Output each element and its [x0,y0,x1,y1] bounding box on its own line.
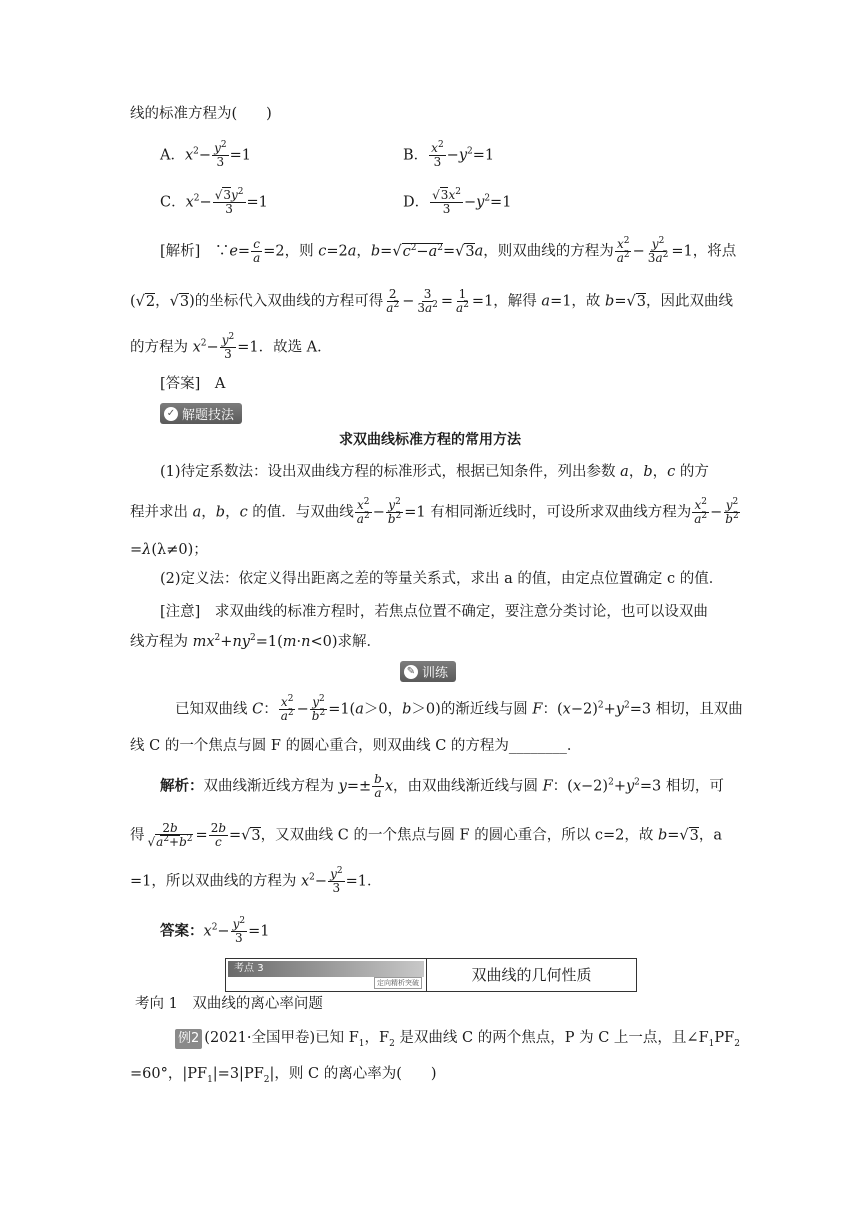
analysis-line-3: 的方程为 $x^2-$ $\frac{y^2}{3}$ =1．故选 A． [130,332,332,361]
solution-line-3: =1，所以双曲线的方程为 $x^2-$ $\frac{y^2}{3}$ =1． [130,866,382,895]
note-line-2: 线方程为 $mx^2+ny^2=1(m\cdot n<0)$求解． [130,633,381,650]
answer: [答案] A [160,376,226,392]
option-b[interactable]: B． $\frac{x^2}{3}$ $-y^2=1$ [403,140,495,169]
section-header [225,958,637,992]
option-a[interactable]: A．$x^2-$ $\frac{y^2}{3}$ =1 [160,140,251,169]
practice-line-1: 已知双曲线 C： $\frac{x^2}{a^2}$ − $\frac{y^2}{b^2}$ =1(a＞0，b＞0)的渐近线与圆 F：$(x-2)^2+y^2=3$ 相切，且双曲 [175,694,743,723]
solution-line-2: 得 $\frac{2b}{√a^2+b^2}$ = $\frac{2b}{c}$ =√3，又双曲线 C 的一个焦点与圆 F 的圆心重合，所以 c=2，故 b=√3，a [130,821,723,849]
analysis-line-1: [解析] ∵e= $\frac{c}{a}$ =2，则 c=2a，$b=√c^2-a^2=√3a$，则双曲线的方程为 $\frac{x^2}{a^2}$ − $\frac{y^2}{3a^2}$ =1，将点 [160,236,737,265]
example-badge: 例2 [175,1029,202,1049]
practice-line-2: 线 C 的一个焦点与圆 F 的圆心重合，则双曲线 C 的方程为________． [130,738,582,754]
example-line-2: =60°，$|PF_1|=3|PF_2|$，则 C 的离心率为( ) [130,1066,437,1085]
method-line-1: (1)待定系数法：设出双曲线方程的标准形式，根据已知条件，列出参数 a，b，c 的方 [160,464,709,480]
note-line-1: [注意] 求双曲线的标准方程时，若焦点位置不确定，要注意分类讨论，也可以设双曲 [160,604,708,620]
option-d[interactable]: D． $\frac{√3x^2}{3}$ $-y^2=1$ [403,187,512,216]
practice-answer: 答案：$x^2-$ $\frac{y^2}{3}$ =1 [160,916,270,945]
practice-badge: ✎ 训练 [400,661,456,682]
section-label: 考点 3 定向精析突破 [226,959,427,991]
example-line-1: 例2 (2021·全国甲卷)已知 $F_1$，$F_2$ 是双曲线 C 的两个焦点，P 为 C 上一点，且$\angle F_1PF_2$ [175,1028,740,1049]
solution-line-1: 解析：双曲线渐近线方程为 y=± $\frac{b}{a}$ x，由双曲线渐近线与圆 F：$(x-2)^2+y^2=3$ 相切，可 [160,772,724,800]
pencil-icon: ✎ [404,665,418,679]
option-c[interactable]: C．$x^2-$ $\frac{√3y^2}{3}$ =1 [160,187,268,216]
direction-heading: 考向 1 双曲线的离心率问题 [135,996,323,1012]
section-title: 双曲线的几何性质 [471,966,592,984]
analysis-line-2: (√2，√3)的坐标代入双曲线的方程可得 $\frac{2}{a^2}$ − $\frac{3}{3a^2}$ = $\frac{1}{a^2}$ =1，解得 a=1，故 b=√3，因此双曲线 [130,287,733,315]
method-badge: ✓ 解题技法 [160,403,242,424]
check-icon: ✓ [164,407,178,421]
question-tail: 线的标准方程为( ) [130,106,272,122]
method-line-4: (2)定义法：依定义得出距离之差的等量关系式，求出 a 的值，由定点位置确定 c 的值． [160,571,724,587]
method-line-2: 程并求出 a，b，c 的值．与双曲线 $\frac{x^2}{a^2}$ − $\frac{y^2}{b^2}$ =1 有相同渐近线时，可设所求双曲线方程为 $\frac{x^2}{a^2}$ − $\frac{y^2}{b^2}$ [130,497,739,526]
method-line-3: =λ(λ≠0)； [130,542,208,558]
method-title: 求双曲线标准方程的常用方法 [339,432,521,448]
